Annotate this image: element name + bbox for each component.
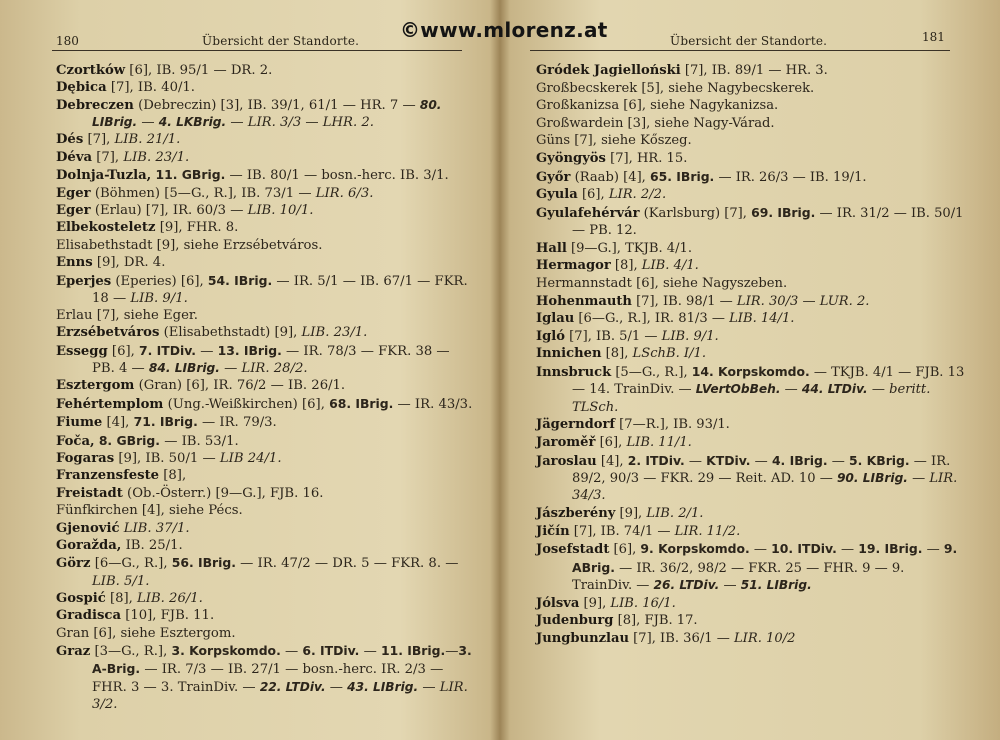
entry: [536, 132, 966, 149]
entry: [536, 363, 966, 416]
entry: [56, 432, 476, 450]
entry-text: (Böhmen) [5—G., R.], IB. 73/1 —: [90, 185, 316, 201]
entry-text: [6—G., R.], IR. 81/3 —: [574, 311, 730, 327]
entry-list: [536, 62, 966, 647]
entry-text: — IR. 89/2, 90/3 — FKR. 29 — Reit. AD. 10 —: [572, 453, 951, 486]
entry: [56, 149, 476, 166]
entry-text: LIR. 2/2.: [608, 187, 667, 203]
entry-text: [6],: [595, 434, 627, 450]
entry-text: —: [922, 542, 944, 558]
entry-text: LIB. 16/1.: [610, 595, 676, 611]
entry-text: 68. IBrig.: [329, 395, 394, 411]
entry-text: — IR. 7/3 — IB. 27/1 — bosn.-herc. IR. 2/3 — FHR. 3 — 3. TrainDiv. —: [92, 662, 444, 695]
entry-text: — IB. 53/1.: [160, 433, 239, 449]
entry-text: — IR. 31/2 — IB. 50/1 — PB. 12.: [572, 205, 964, 239]
place-name: Esztergom: [56, 378, 135, 394]
entry-text: —: [907, 470, 930, 486]
entry-text: — IR. 5/1 — IB. 67/1 — FKR. 18 —: [92, 273, 468, 306]
entry: [536, 345, 966, 362]
place-name: Gyöngyös: [536, 150, 606, 166]
entry: [536, 540, 966, 594]
place-name: Essegg: [56, 343, 108, 359]
entry: [536, 505, 966, 522]
entry-text: —: [196, 343, 218, 359]
right-page: [504, 0, 1000, 740]
entry-text: —: [325, 679, 348, 695]
entry-text: LIB. 2/1.: [646, 505, 704, 521]
place-name: Jászberény: [536, 505, 616, 521]
entry: [56, 237, 476, 254]
entry-text: LSchB. I/1.: [632, 346, 706, 362]
entry-text: — IR. 79/3.: [197, 415, 277, 431]
page-header: Übersicht der Standorte.: [202, 34, 360, 48]
entry: [536, 115, 966, 132]
entry-text: [8],: [159, 468, 187, 484]
entry: [536, 310, 966, 327]
entry-text: 2. ITDiv.: [627, 452, 685, 468]
entry: [56, 395, 476, 413]
entry-text: [4],: [596, 453, 628, 469]
entry-text: —: [750, 453, 772, 469]
entry-text: 56. IBrig.: [171, 555, 236, 571]
entry-text: — IR. 43/3.: [393, 396, 473, 412]
place-name: Debreczen: [56, 97, 134, 113]
entry-text: IB. 25/1.: [121, 537, 183, 553]
entry: [536, 80, 966, 97]
entry: [536, 328, 966, 345]
entry: [536, 595, 966, 612]
entry-text: LIB. 26/1.: [137, 590, 203, 606]
entry-text: Großbecskerek [5], siehe Nagybecskerek.: [536, 80, 815, 96]
entry: [536, 257, 966, 274]
entry-text: Erlau [7], siehe Eger.: [56, 308, 198, 324]
entry: [56, 272, 476, 307]
entry-text: Gran [6], siehe Esztergom.: [56, 625, 236, 641]
entry-text: [4],: [102, 415, 134, 431]
place-name: Iglau: [536, 311, 575, 327]
entry-text: 51. LIBrig.: [740, 577, 812, 592]
entry-text: LUR. 2.: [819, 293, 870, 309]
entry-text: 7. ITDiv.: [139, 342, 197, 358]
entry-text: [6],: [609, 542, 641, 558]
place-name: Elbekosteletz: [56, 220, 156, 236]
entry-text: 90. LIBrig.: [836, 470, 908, 485]
entry-text: —: [684, 453, 707, 469]
entry: [536, 434, 966, 451]
entry-text: — IR. 47/2 — DR. 5 — FKR. 8. —: [235, 556, 459, 572]
entry-text: [6], IB. 95/1 — DR. 2.: [125, 63, 273, 78]
entry: [536, 612, 966, 629]
place-name: Gjenović: [56, 520, 120, 536]
entry-text: —: [780, 382, 802, 398]
entry: [56, 79, 476, 96]
entry-text: 44. LTDiv.: [801, 382, 868, 397]
entry-text: (Ung.-Weißkirchen) [6],: [163, 396, 330, 412]
entry-text: beritt. TLSch.: [572, 382, 931, 415]
entry-text: LHR. 2.: [322, 114, 374, 130]
entry-text: LIB 24/1.: [219, 451, 282, 467]
entry-text: 54. IBrig.: [207, 272, 273, 288]
place-name: Foča,: [56, 433, 95, 449]
entry: [56, 485, 476, 502]
place-name: Innsbruck: [536, 364, 612, 380]
entry-text: (Erlau) [7], IR. 60/3 —: [90, 202, 248, 218]
entry-text: LIB. 9/1.: [130, 290, 188, 306]
place-name: Gyula: [536, 187, 578, 203]
entry-text: 84. LIBrig.: [148, 361, 220, 376]
entry-text: 43. LIBrig.: [347, 679, 419, 694]
entry: [56, 219, 476, 236]
entry-text: LIB. 21/1.: [114, 132, 181, 148]
entry-text: Güns [7], siehe Kőszeg.: [536, 133, 692, 149]
place-name: Győr: [536, 169, 571, 185]
entry-text: [9—G.], TKJB. 4/1.: [566, 240, 693, 256]
entry: [56, 185, 476, 202]
place-name: Igló: [536, 328, 565, 344]
entry-text: 22. LTDiv.: [259, 679, 326, 694]
entry-text: 3. A-Brig.: [92, 643, 472, 677]
entry-text: [6],: [107, 343, 139, 359]
entry-text: [7], IB. 40/1.: [106, 80, 195, 96]
entry-text: 4. IBrig.: [771, 452, 828, 468]
entry-text: LVertObBeh.: [695, 382, 781, 397]
entry-text: —: [827, 453, 849, 469]
entry-text: KTDiv.: [706, 452, 751, 468]
entry: [56, 62, 476, 79]
entry-text: (Debreczin) [3], IB. 39/1, 61/1 — HR. 7 —: [133, 97, 420, 113]
entry-text: — IR. 26/3 — IB. 19/1.: [714, 169, 867, 185]
entry-text: — TKJB. 4/1 — FJB. 13 — 14. TrainDiv. —: [572, 364, 965, 398]
entry: [56, 520, 476, 537]
entry: [56, 131, 476, 148]
entry: [56, 607, 476, 624]
page-header: Übersicht der Standorte.: [670, 34, 828, 48]
place-name: Dés: [56, 132, 84, 148]
watermark: ©www.mlorenz.at: [400, 18, 608, 42]
entry-text: [9], FHR. 8.: [155, 220, 239, 236]
entry: [56, 202, 476, 219]
entry: [56, 502, 476, 519]
entry: [536, 240, 966, 257]
place-name: Jičín: [536, 523, 570, 539]
entry: [56, 590, 476, 607]
entry-text: LIR. 3/3: [247, 114, 302, 130]
place-name: Dolnja-Tuzla,: [56, 168, 152, 184]
entry-text: 11. IBrig.: [380, 643, 446, 659]
entry: [536, 204, 966, 240]
place-name: Josefstadt: [536, 542, 610, 558]
place-name: Gospić: [56, 590, 106, 606]
entry-text: 10. ITDiv.: [771, 541, 837, 557]
entry-text: 80. LIBrig.: [92, 97, 442, 129]
place-name: Freistadt: [56, 485, 123, 501]
entry-text: LIR. 3/2.: [92, 679, 468, 712]
entry-text: LIB. 10/1.: [247, 202, 314, 218]
entry-text: [7—R.], IB. 93/1.: [615, 417, 730, 433]
place-name: Hall: [536, 240, 567, 256]
entry-text: Elisabethstadt [9], siehe Erzsébetváros.: [56, 237, 323, 253]
entry: [56, 625, 476, 642]
place-name: Hohenmauth: [536, 293, 632, 309]
place-name: Jólsva: [536, 595, 580, 611]
entry-text: 6. ITDiv.: [302, 643, 360, 659]
entry-text: [7],: [83, 132, 115, 148]
entry-text: — IR. 36/2, 98/2 — FKR. 25 — FHR. 9 — 9. TrainDiv. —: [572, 560, 905, 593]
place-name: Goražda,: [56, 537, 122, 553]
entry-text: 65. IBrig.: [650, 168, 715, 184]
entry-text: —: [219, 361, 242, 377]
entry-text: (Gran) [6], IR. 76/2 — IB. 26/1.: [134, 378, 346, 394]
place-name: Fehértemplom: [56, 396, 164, 412]
entry: [56, 642, 476, 713]
entry: [536, 168, 966, 186]
place-name: Innichen: [536, 346, 602, 362]
entry-text: LIR. 30/3: [736, 293, 799, 309]
entry-text: Großwardein [3], siehe Nagy-Várad.: [536, 115, 775, 131]
entry: [56, 467, 476, 484]
entry-text: [6],: [577, 187, 609, 203]
entry: [56, 307, 476, 324]
entry: [536, 293, 966, 310]
entry-text: [7], HR. 15.: [605, 150, 688, 166]
entry-text: [8], FJB. 17.: [613, 613, 698, 629]
entry: [56, 342, 476, 377]
entry-text: —: [280, 644, 303, 660]
entry-text: —: [836, 542, 859, 558]
entry-text: 69. IBrig.: [751, 204, 816, 220]
place-name: Eger: [56, 185, 91, 201]
entry-text: [9],: [615, 505, 647, 521]
entry: [536, 452, 966, 505]
entry: [56, 324, 476, 341]
header-rule: [52, 50, 462, 51]
place-name: Déva: [56, 149, 93, 165]
entry-text: —: [226, 114, 248, 130]
entry-text: 4. LKBrig.: [158, 114, 227, 129]
entry-text: LIB. 5/1.: [92, 573, 150, 589]
entry-text: 3. Korpskomdo.: [171, 643, 281, 659]
entry-text: (Raab) [4],: [570, 169, 651, 185]
entry-text: [3—G., R.],: [90, 644, 172, 660]
entry: [56, 450, 476, 467]
place-name: Gródek Jagielloński: [536, 63, 681, 78]
entry: [536, 416, 966, 433]
page-number: 180: [56, 34, 79, 48]
entry-text: [9], DR. 4.: [92, 255, 166, 271]
entry-text: —: [749, 542, 772, 558]
entry-text: 9. Korpskomdo.: [640, 541, 750, 557]
entry: [56, 254, 476, 271]
entry-text: —: [137, 114, 159, 130]
entry-text: —: [867, 382, 890, 398]
entry: [536, 186, 966, 203]
entry-text: 26. LTDiv.: [653, 577, 720, 592]
entry-text: 9. ABrig.: [572, 541, 958, 575]
entry-text: LIB. 23/1.: [301, 325, 368, 341]
entry-text: [8],: [610, 258, 642, 274]
entry: [536, 275, 966, 292]
entry-text: —: [798, 293, 820, 309]
entry-text: 13. IBrig.: [217, 342, 282, 358]
place-name: Fiume: [56, 415, 103, 431]
place-name: Dębica: [56, 80, 107, 96]
place-name: Gradisca: [56, 608, 121, 624]
entry: [56, 554, 476, 589]
header-rule: [530, 50, 950, 51]
page-number: 181: [922, 30, 945, 44]
place-name: Enns: [56, 255, 93, 271]
place-name: Fogaras: [56, 451, 115, 467]
entry-text: LIR. 10/2: [733, 630, 796, 646]
entry-text: —: [418, 679, 440, 695]
entry-text: (Ob.-Österr.) [9—G.], FJB. 16.: [122, 485, 324, 501]
entry-text: —: [359, 644, 381, 660]
place-name: Jaroměř: [536, 434, 596, 450]
entry-text: LIB. 9/1.: [661, 328, 719, 344]
entry-text: LIB. 11/1.: [626, 434, 692, 450]
entry: [536, 523, 966, 540]
place-name: Franzensfeste: [56, 468, 160, 484]
entry-text: [9],: [579, 595, 611, 611]
entry-text: LIR. 34/3.: [572, 470, 958, 504]
place-name: Jägerndorf: [536, 417, 616, 433]
entry: [56, 377, 476, 394]
entry-text: LIB. 4/1.: [641, 258, 699, 274]
entry-text: LIB. 37/1.: [123, 520, 190, 536]
entry-text: [9], IB. 50/1 —: [114, 451, 220, 467]
entry: [536, 62, 966, 79]
entry-text: 19. IBrig.: [858, 541, 923, 557]
entry-text: 11. GBrig.: [155, 167, 226, 183]
entry-text: LIB. 14/1.: [729, 311, 795, 327]
entry-text: (Elisabethstadt) [9],: [159, 325, 302, 341]
entry: [536, 97, 966, 114]
entry-text: LIR. 11/2.: [674, 523, 741, 539]
entry-text: —: [445, 644, 459, 660]
entry-text: [7], IB. 98/1 —: [631, 293, 737, 309]
entry-text: LIB. 23/1.: [123, 149, 190, 165]
entry-text: — IB. 80/1 — bosn.-herc. IB. 3/1.: [225, 168, 449, 184]
entry-text: (Karlsburg) [7],: [639, 205, 752, 221]
place-name: Jungbunzlau: [536, 630, 629, 646]
entry-text: [8],: [105, 590, 138, 606]
entry: [536, 630, 966, 647]
entry-text: —: [301, 114, 323, 130]
place-name: Jaroslau: [536, 453, 597, 469]
entry-text: [7], IB. 5/1 —: [565, 328, 662, 344]
entry: [56, 537, 476, 554]
place-name: Graz: [56, 644, 91, 660]
entry-text: —: [719, 577, 741, 593]
place-name: Czortków: [56, 63, 126, 78]
place-name: Erzsébetváros: [56, 325, 160, 341]
entry-text: LIR. 28/2.: [241, 361, 308, 377]
entry-list: [56, 62, 476, 713]
entry-text: [8],: [601, 346, 633, 362]
entry-text: (Eperies) [6],: [111, 273, 208, 289]
entry-text: Großkanizsa [6], siehe Nagykanizsa.: [536, 98, 779, 114]
entry-text: [7], IB. 74/1 —: [569, 523, 675, 539]
place-name: Judenburg: [536, 613, 614, 629]
entry-text: 8. GBrig.: [98, 432, 161, 448]
entry-text: [7], IB. 89/1 — HR. 3.: [680, 63, 828, 78]
left-page: [0, 0, 496, 740]
place-name: Eperjes: [56, 273, 112, 289]
entry-text: LIR. 6/3.: [315, 185, 374, 201]
entry-text: [5—G., R.],: [611, 364, 692, 380]
entry-text: [6—G., R.],: [90, 556, 172, 572]
place-name: Hermagor: [536, 258, 611, 274]
entry-text: Hermannstadt [6], siehe Nagyszeben.: [536, 275, 788, 291]
entry-text: — IR. 78/3 — FKR. 38 — PB. 4 —: [92, 343, 450, 377]
entry-text: [7],: [92, 149, 124, 165]
entry-text: [7], IB. 36/1 —: [629, 630, 734, 646]
entry: [536, 150, 966, 167]
place-name: Eger: [56, 202, 91, 218]
entry-text: Fünfkirchen [4], siehe Pécs.: [56, 503, 243, 519]
entry-text: [10], FJB. 11.: [121, 608, 215, 624]
entry-text: 71. IBrig.: [133, 414, 198, 430]
entry-text: 14. Korpskomdo.: [691, 363, 810, 379]
entry: [56, 166, 476, 184]
entry: [56, 413, 476, 431]
place-name: Gyulafehérvár: [536, 205, 640, 221]
entry: [56, 97, 476, 131]
entry-text: 5. KBrig.: [849, 452, 910, 468]
place-name: Görz: [56, 556, 91, 572]
